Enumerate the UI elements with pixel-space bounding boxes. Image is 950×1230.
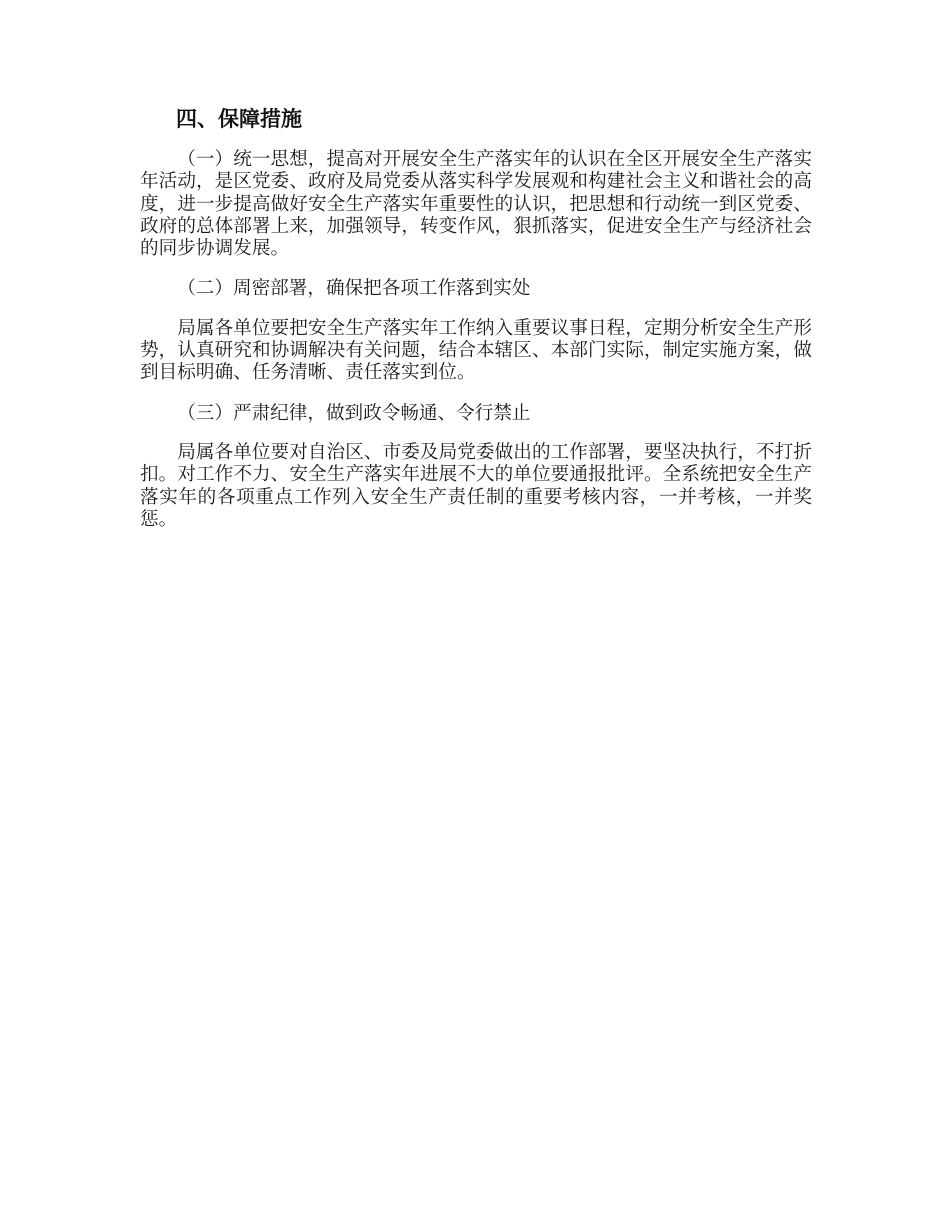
subheading-careful-deployment: （二）周密部署，确保把各项工作落到实处 <box>177 278 531 300</box>
section-heading: 四、保障措施 <box>176 108 302 131</box>
paragraph-unity-of-thought: （一）统一思想，提高对开展安全生产落实年的认识在全区开展安全生产落实年活动，是区党委、政府及局党委从落实科学发展观和构建社会主义和谐社会的高度，进一步提高做好安全生产落实年重要性的认识，把思想和行动统一到区党委、政府的总体部署上来，加强领导，转变作风，狠抓落实，促进安全生产与经济社会的同步协调发展。 <box>140 149 812 260</box>
paragraph-work-agenda: 局属各单位要把安全生产落实年工作纳入重要议事日程，定期分析安全生产形势，认真研究和协调解决有关问题，结合本辖区、本部门实际，制定实施方案，做到目标明确、任务清晰、责任落实到位。 <box>140 317 812 384</box>
subheading-strict-discipline: （三）严肃纪律，做到政令畅通、令行禁止 <box>177 402 531 424</box>
paragraph-enforcement-assessment: 局属各单位要对自治区、市委及局党委做出的工作部署，要坚决执行，不打折扣。对工作不力、安全生产落实年进展不大的单位要通报批评。全系统把安全生产落实年的各项重点工作列入安全生产责任制的重要考核内容，一并考核，一并奖惩。 <box>140 441 812 530</box>
